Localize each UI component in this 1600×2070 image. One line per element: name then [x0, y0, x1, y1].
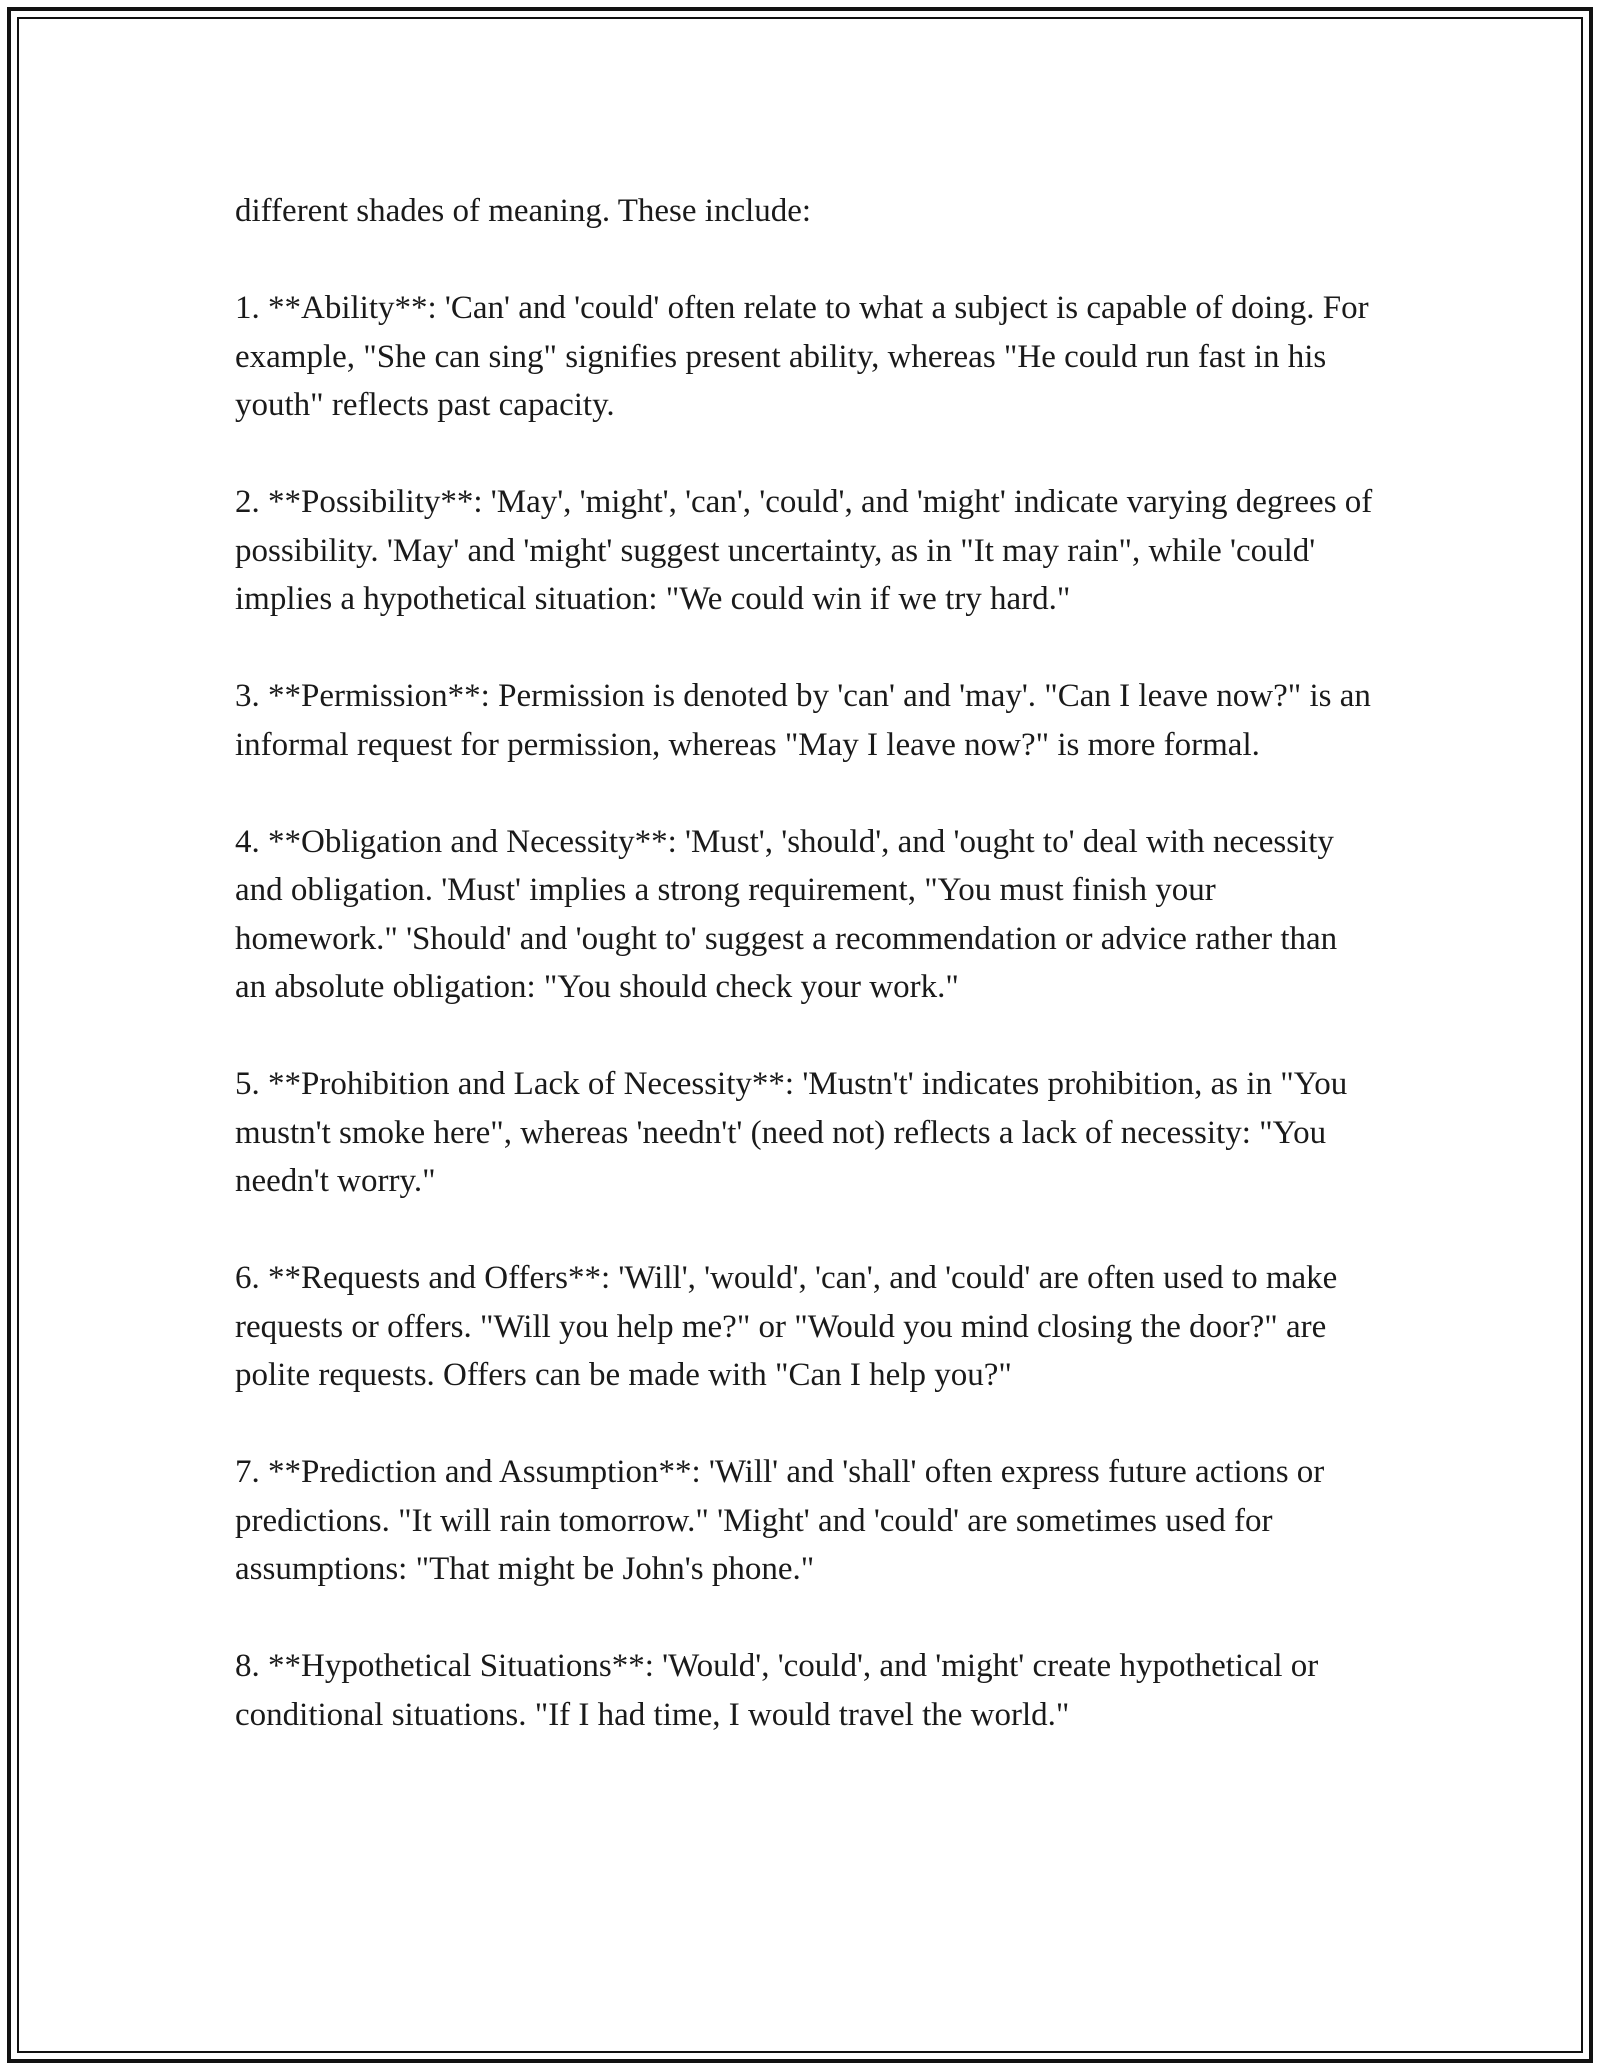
possibility-paragraph: 2. **Possibility**: 'May', 'might', 'can', 'could', and 'might' indicate varying degrees of possibility. 'May' and 'might' suggest uncertainty, as in "It may rain", while 'could' implies a hypothetical situation: "We could win if we try hard." [235, 484, 1373, 617]
requests-paragraph: 6. **Requests and Offers**: 'Will', 'would', 'can', and 'could' are often used to make requests or offers. "Will you help me?" or "Would you mind closing the door?" are polite requests. Offers can be made with "Can I help you?" [235, 1260, 1338, 1393]
hypothetical-paragraph: 8. **Hypothetical Situations**: 'Would', 'could', and 'might' create hypothetical or conditional situations. "If I had time, I would travel the world." [235, 1648, 1319, 1733]
prohibition-paragraph: 5. **Prohibition and Lack of Necessity**: 'Mustn't' indicates prohibition, as in "You mustn't smoke here", whereas 'needn't' (need not) reflects a lack of necessity: "You needn't worry." [235, 1066, 1348, 1199]
permission-paragraph: 3. **Permission**: Permission is denoted by 'can' and 'may'. "Can I leave now?" is an informal request for permission, whereas "May I leave now?" is more formal. [235, 678, 1371, 763]
obligation-paragraph: 4. **Obligation and Necessity**: 'Must', 'should', and 'ought to' deal with necessity and obligation. 'Must' implies a strong requirement, "You must finish your homework." 'Should' and 'ought to' suggest a recommendation or advice rather than an absolute obligation: "You should check your work." [235, 823, 1338, 1005]
ability-paragraph: 1. **Ability**: 'Can' and 'could' often relate to what a subject is capable of doing. For example, "She can sing" signifies present ability, whereas "He could run fast in his youth" reflects past capacity. [235, 290, 1369, 423]
prediction-paragraph: 7. **Prediction and Assumption**: 'Will' and 'shall' often express future actions or predictions. "It will rain tomorrow." 'Might' and 'could' are sometimes used for assumptions: "That might be John's phone." [235, 1454, 1325, 1587]
document-body [235, 187, 1375, 1788]
intro-paragraph: different shades of meaning. These include: [235, 193, 812, 229]
